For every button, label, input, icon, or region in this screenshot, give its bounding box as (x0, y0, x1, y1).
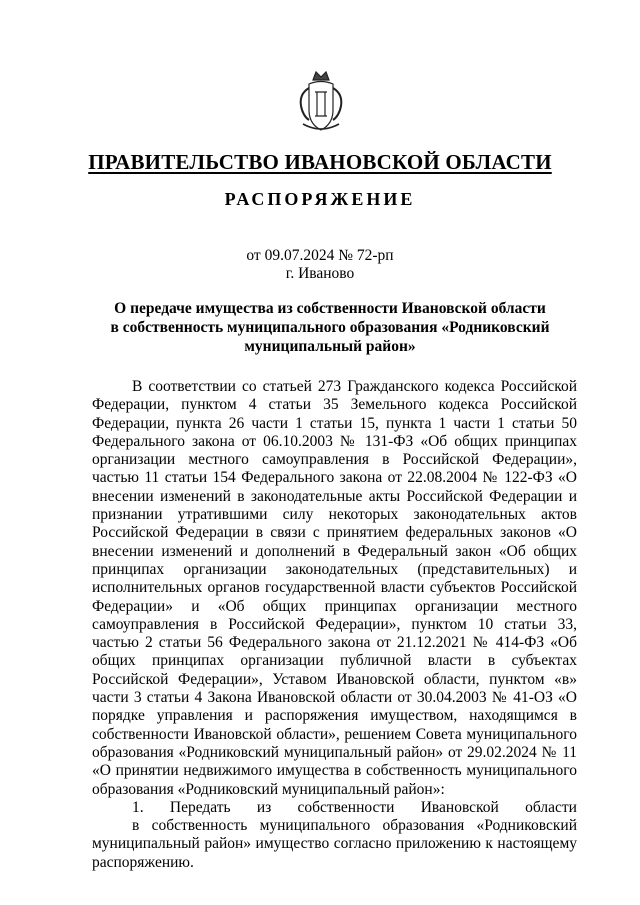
preamble-paragraph: В соответствии со статьей 273 Гражданского кодекса Российской Федерации, пунктом 4 статьи 35 Земельного кодекса Российской Федерации, пункта 26 части 1 статьи 15, пункта 1 части 1 статьи 50 Федерального закона от 06.10.2003 № 131-ФЗ «Об общих принципах организации местного самоуправления в Российской Федерации», частью 11 статьи 154 Федерального закона от 22.08.2004 № 122-ФЗ «О внесении изменений в законодательные акты Российской Федерации и признании утратившими силу некоторых законодательных актов Российской Федерации в связи с принятием федеральных законов «О внесении изменений и дополнений в Федеральный закон «Об общих принципах организации законодательных (представительных) и исполнительных органов государственной власти субъектов Российской Федерации» и «Об общих принципах организации местного самоуправления в Российской Федерации», пунктом 10 статьи 33, частью 2 статьи 56 Федерального закона от 21.12.2021 № 414-ФЗ «Об общих принципах организации публичной власти в субъектах Российской Федерации», Уставом Ивановской области, пунктом «в» части 3 статьи 4 Закона Ивановской области от 30.04.2003 № 41-ОЗ «О порядке управления и распоряжения имуществом, находящимся в собственности Ивановской области», решением Совета муниципального образования «Родниковский муниципальный район» от 29.02.2024 № 11 «О принятии недвижимого имущества в собственность муниципального образования «Родниковский муниципальный район»: (92, 378, 577, 798)
document-meta (0, 247, 640, 283)
date-number: от 09.07.2024 № 72-рп (246, 247, 394, 264)
item-1-first-line (92, 799, 577, 817)
coat-of-arms-icon (295, 70, 347, 134)
government-title: ПРАВИТЕЛЬСТВО ИВАНОВСКОЙ ОБЛАСТИ (88, 150, 552, 174)
subject-line-1: О передаче имущества из собственности Ивановской области (114, 300, 546, 317)
item-word: области (525, 798, 577, 816)
item-word: Передать (169, 798, 231, 816)
document-subject (60, 299, 600, 356)
city: г. Иваново (285, 265, 355, 282)
subject-line-2: в собственность муниципального образования «Родниковский (110, 319, 550, 336)
item-word: Ивановской (420, 798, 499, 816)
item-number: 1. (132, 798, 144, 816)
item-word: из (256, 798, 272, 816)
item-1-text: в собственность муниципального образования «Родниковский муниципальный район» имущество согласно приложению к настоящему распоряжению. (92, 817, 577, 871)
document-type: РАСПОРЯЖЕНИЕ (224, 189, 416, 209)
document-body (92, 378, 577, 872)
subject-line-3: муниципальный район» (244, 338, 416, 355)
item-word: собственности (297, 798, 395, 816)
